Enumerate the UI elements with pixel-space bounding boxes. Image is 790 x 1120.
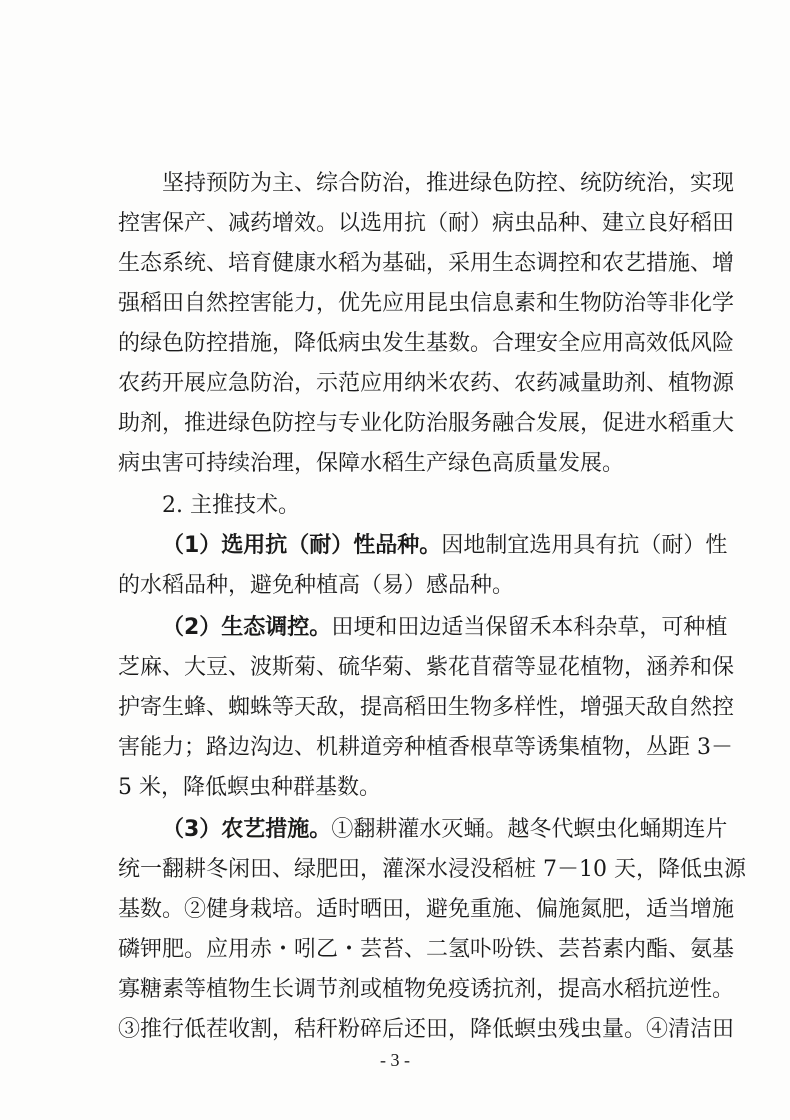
body-text-line: 磷钾肥。应用赤・吲乙・芸苔、二氢卟吩铁、芸苔素内酯、氨基 <box>118 937 735 962</box>
body-text-line: 的绿色防控措施，降低病虫发生基数。合理安全应用高效低风险 <box>118 331 735 356</box>
body-text-line: 生态系统、培育健康水稻为基础，采用生态调控和农艺措施、增 <box>118 251 735 276</box>
body-text-line: 护寄生蜂、蜘蛛等天敌，提高稻田生物多样性，增强天敌自然控 <box>118 695 735 720</box>
page-number: - 3 - <box>380 1050 410 1070</box>
body-text-line: 基数。②健身栽培。适时晒田，避免重施、偏施氮肥，适当增施 <box>118 897 735 922</box>
subsection-title: （2）生态调控。 <box>162 615 332 640</box>
body-text-line: 的水稻品种，避免种植高（易）感品种。 <box>118 573 515 598</box>
body-text-line: ③推行低茬收割，秸秆粉碎后还田，降低螟虫残虫量。④清洁田 <box>118 1017 735 1042</box>
body-text-line: 5 米，降低螟虫种群基数。 <box>118 775 381 800</box>
subsection-line <box>162 608 728 648</box>
section-heading: 2. 主推技术。 <box>162 493 300 518</box>
body-text-line: 农药开展应急防治，示范应用纳米农药、农药减量助剂、植物源 <box>118 371 735 396</box>
body-text-line: 坚持预防为主、综合防治，推进绿色防控、统防统治，实现 <box>162 171 735 196</box>
body-text-line: 统一翻耕冬闲田、绿肥田，灌深水浸没稻桩 7－10 天，降低虫源 <box>118 857 746 882</box>
body-text-line: 寡糖素等植物生长调节剂或植物免疫诱抗剂，提高水稻抗逆性。 <box>118 977 735 1002</box>
subsection-title: （3）农艺措施。 <box>162 817 332 842</box>
subsection-title: （1）选用抗（耐）性品种。 <box>162 533 442 558</box>
body-text-line: 害能力；路边沟边、机耕道旁种植香根草等诱集植物，丛距 3－ <box>118 735 733 760</box>
body-text: 田埂和田边适当保留禾本科杂草，可种植 <box>331 615 728 640</box>
body-text-line: 病虫害可持续治理，保障水稻生产绿色高质量发展。 <box>118 451 625 476</box>
body-text: ①翻耕灌水灭蛹。越冬代螟虫化蛹期连片 <box>331 817 728 842</box>
body-text: 因地制宜选用具有抗（耐）性 <box>441 533 728 558</box>
body-text-line: 控害保产、减药增效。以选用抗（耐）病虫品种、建立良好稻田 <box>118 211 735 236</box>
body-text-line: 助剂，推进绿色防控与专业化防治服务融合发展，促进水稻重大 <box>118 411 735 436</box>
subsection-line <box>162 526 728 566</box>
body-text-line: 强稻田自然控害能力，优先应用昆虫信息素和生物防治等非化学 <box>118 291 735 316</box>
body-text-line: 芝麻、大豆、波斯菊、硫华菊、紫花苜蓿等显花植物，涵养和保 <box>118 655 735 680</box>
subsection-line <box>162 810 728 850</box>
